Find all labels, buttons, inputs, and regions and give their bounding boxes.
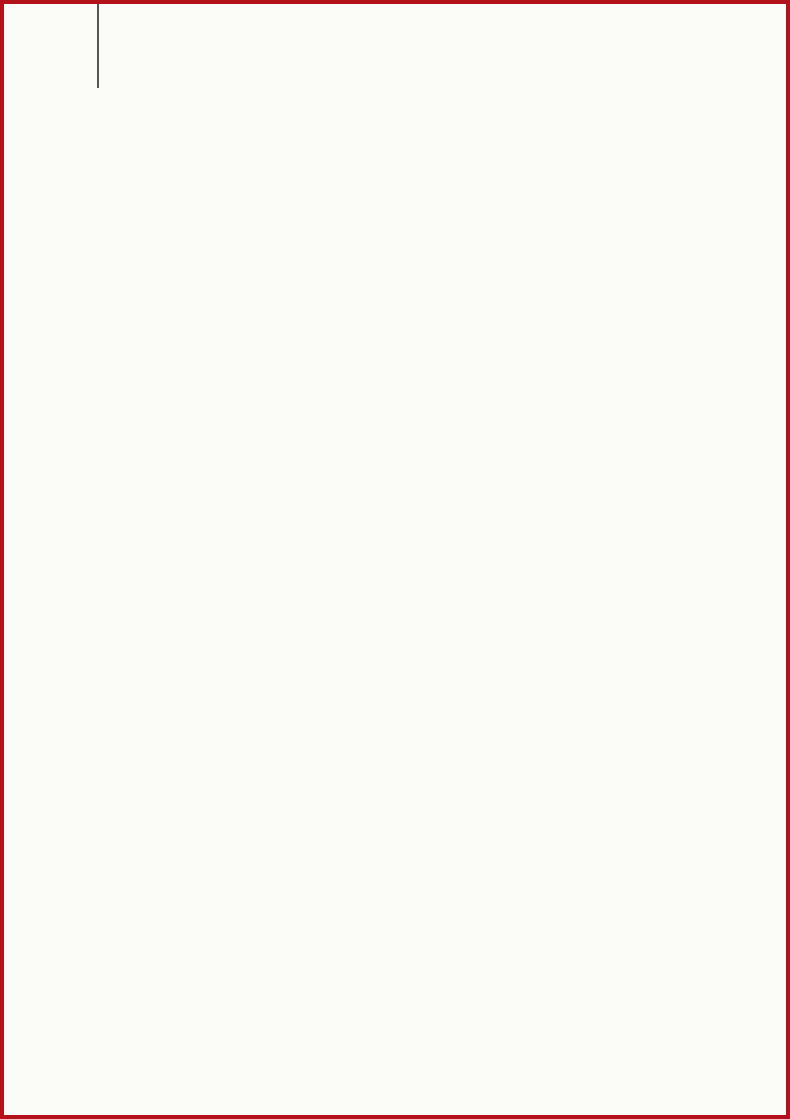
header-divider <box>97 4 99 88</box>
book-page <box>4 4 786 1115</box>
